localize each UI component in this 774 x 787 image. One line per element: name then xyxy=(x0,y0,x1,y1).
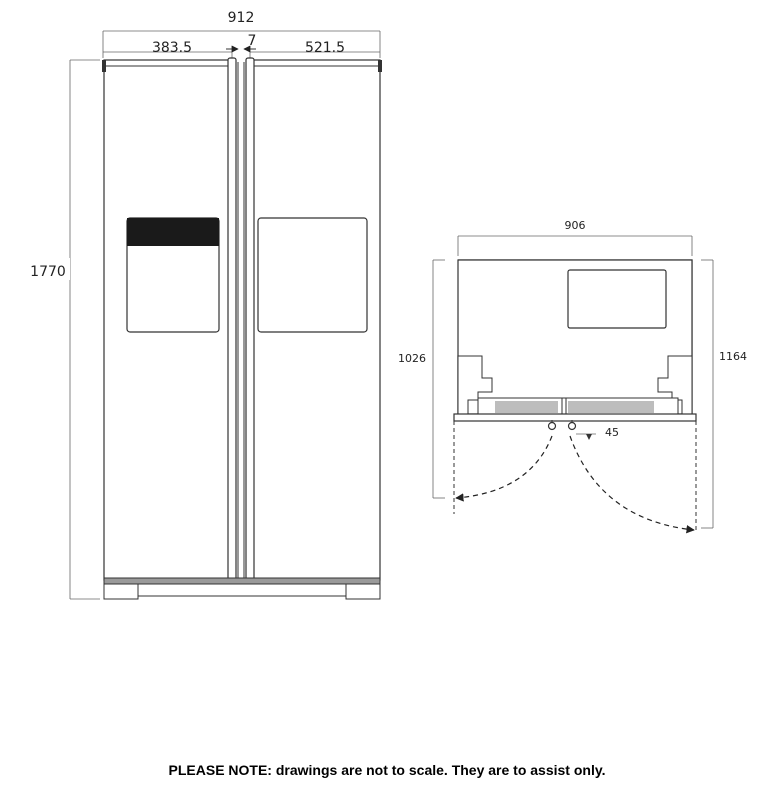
top-panel xyxy=(568,270,666,328)
door-swing-arcs xyxy=(454,421,696,530)
right-door-width-label: 521.5 xyxy=(304,40,346,56)
right-depth-label: 1164 xyxy=(719,350,747,363)
right-handle xyxy=(246,58,254,582)
fridge-front xyxy=(102,58,382,599)
left-handle xyxy=(228,58,236,582)
disclaimer-note: PLEASE NOTE: drawings are not to scale. They are to assist only. xyxy=(168,762,606,778)
gap-label: 7 xyxy=(247,33,257,49)
fridge-top xyxy=(454,260,696,430)
left-door-width-label: 383.5 xyxy=(151,40,193,56)
door-panel xyxy=(258,218,367,332)
top-width-dimension xyxy=(458,219,692,256)
offset-dimension xyxy=(576,426,619,440)
overall-width-label: 912 xyxy=(227,10,255,26)
top-width-label: 906 xyxy=(564,219,586,232)
right-depth-dimension xyxy=(701,260,747,528)
top-view xyxy=(398,219,747,530)
height-dimension xyxy=(28,60,100,599)
front-view xyxy=(28,10,382,599)
height-label: 1770 xyxy=(30,264,66,280)
door-widths-dimension xyxy=(103,33,380,58)
dispenser-display xyxy=(127,218,219,246)
left-depth-label: 1026 xyxy=(398,352,426,365)
offset-label: 45 xyxy=(605,426,619,439)
left-depth-dimension xyxy=(398,260,445,498)
